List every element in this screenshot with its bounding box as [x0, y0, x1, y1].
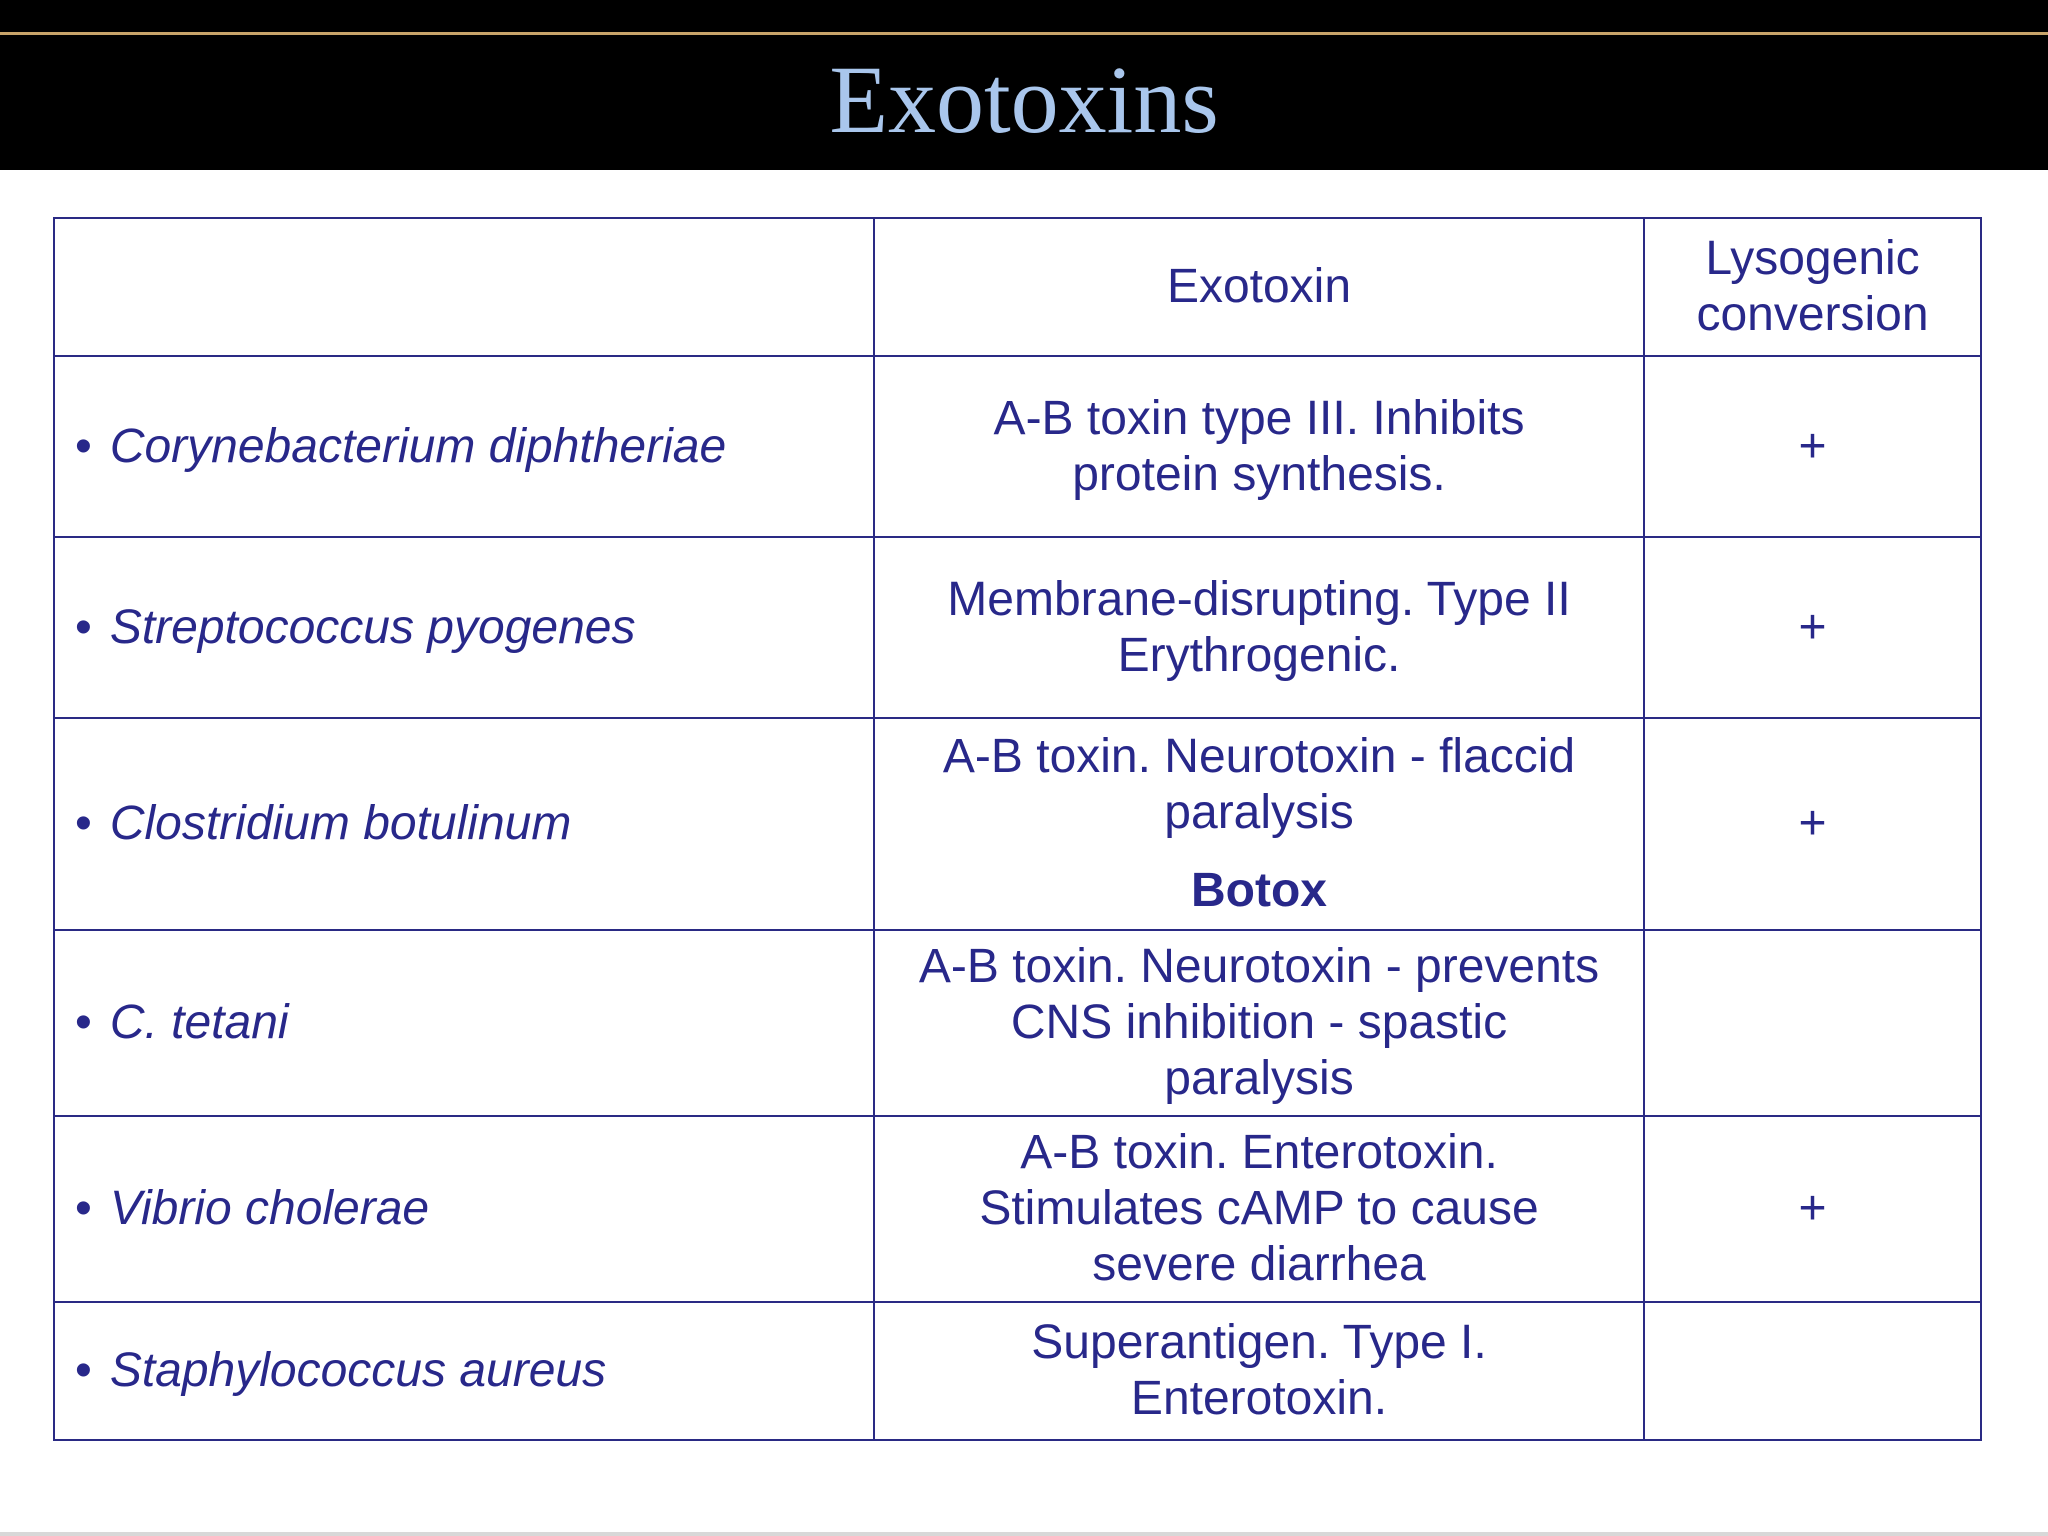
exotoxin-text-line: A-B toxin. Enterotoxin.	[1020, 1126, 1498, 1179]
organism-cell	[54, 537, 874, 718]
bullet: •	[75, 996, 92, 1049]
lysogenic-cell	[1644, 1302, 1981, 1440]
bullet: •	[75, 1344, 92, 1397]
exotoxin-text-line: Erythrogenic.	[1117, 628, 1401, 682]
organism-cell	[54, 356, 874, 537]
lysogenic-cell: +	[1644, 537, 1981, 718]
exotoxin-text-line: CNS inhibition - spastic	[1010, 996, 1508, 1049]
organism-name: Staphylococcus aureus	[109, 1344, 607, 1397]
botox-emphasis: Botox	[1191, 864, 1327, 917]
exotoxin-text-line: protein synthesis.	[1072, 447, 1446, 501]
organism-name: Streptococcus pyogenes	[109, 600, 636, 654]
exotoxin-text-line: Membrane-disrupting. Type II	[947, 572, 1571, 626]
exotoxin-text-line: paralysis	[1164, 786, 1354, 839]
table-row	[54, 537, 1981, 718]
exotoxin-cell	[874, 1302, 1644, 1440]
table-header-row	[54, 218, 1981, 356]
exotoxin-cell	[874, 356, 1644, 537]
bottom-edge-line	[0, 1532, 2048, 1536]
bullet: •	[75, 600, 92, 654]
header-organism	[54, 218, 874, 356]
exotoxin-text-line: A-B toxin. Neurotoxin - prevents	[918, 940, 1600, 993]
exotoxin-text-line: A-B toxin type III. Inhibits	[993, 391, 1525, 445]
lysogenic-cell	[1644, 930, 1981, 1116]
bullet: •	[75, 419, 92, 473]
bullet: •	[75, 1182, 92, 1235]
organism-cell	[54, 1302, 874, 1440]
organism-name: C. tetani	[109, 996, 289, 1049]
organism-cell	[54, 930, 874, 1116]
exotoxin-cell	[874, 930, 1644, 1116]
exotoxin-text-line: paralysis	[1164, 1052, 1354, 1105]
table-row	[54, 1116, 1981, 1302]
organism-name: Clostridium botulinum	[109, 797, 572, 850]
organism-cell	[54, 1116, 874, 1302]
header-lysogenic-line2: conversion	[1696, 288, 1929, 341]
header-lysogenic-conversion	[1644, 218, 1981, 356]
exotoxin-text-line: severe diarrhea	[1092, 1238, 1426, 1291]
organism-name: Vibrio cholerae	[109, 1182, 430, 1235]
organism-cell	[54, 718, 874, 930]
exotoxin-text-line: Enterotoxin.	[1130, 1372, 1388, 1425]
lysogenic-cell: +	[1644, 356, 1981, 537]
lysogenic-cell: +	[1644, 718, 1981, 930]
slide-title: Exotoxins	[829, 46, 1219, 153]
exotoxin-text-line: Superantigen. Type I.	[1031, 1316, 1487, 1369]
exotoxin-text-line: A-B toxin. Neurotoxin - flaccid	[942, 730, 1576, 783]
exotoxin-table	[53, 217, 1982, 1441]
table-row	[54, 718, 1981, 930]
table-row	[54, 356, 1981, 537]
exotoxin-cell	[874, 1116, 1644, 1302]
header-lysogenic-line1: Lysogenic	[1705, 232, 1920, 285]
table-row	[54, 1302, 1981, 1440]
exotoxin-cell	[874, 537, 1644, 718]
exotoxin-text-line: Stimulates cAMP to cause	[979, 1182, 1539, 1235]
exotoxin-cell	[874, 718, 1644, 930]
bullet: •	[75, 797, 92, 850]
lysogenic-cell: +	[1644, 1116, 1981, 1302]
organism-name: Corynebacterium diphtheriae	[109, 419, 727, 473]
header-exotoxin: Exotoxin	[874, 218, 1644, 356]
title-accent-rule	[0, 32, 2048, 35]
table-row	[54, 930, 1981, 1116]
